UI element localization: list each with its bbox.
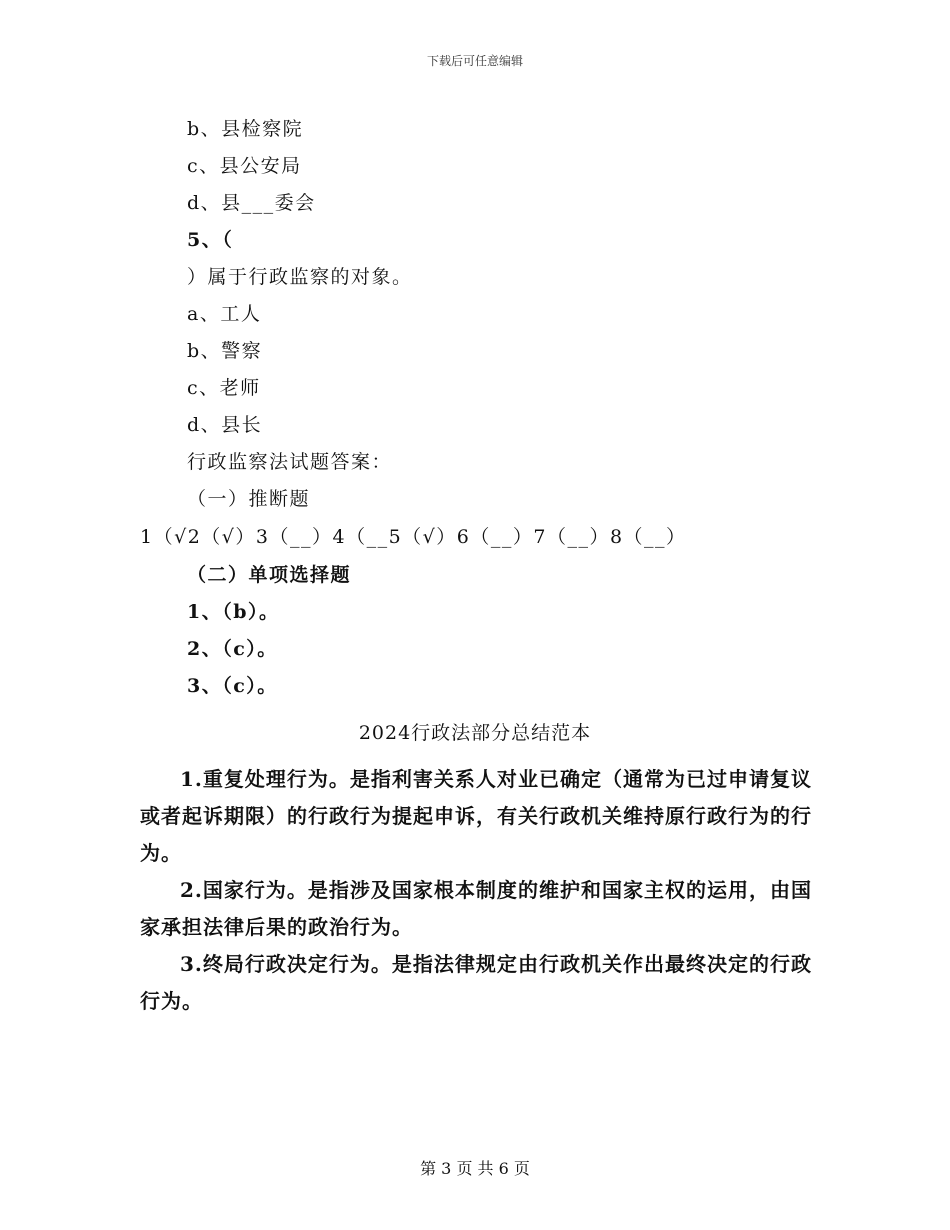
page-footer: 第 3 页 共 6 页 [420,1159,530,1178]
summary-paragraph-1: 1.重复处理行为。是指利害关系人对业已确定（通常为已过申请复议或者起诉期限）的行政行为提起申诉，有关行政机关维持原行政行为的行为。 [140,767,812,865]
q5-number: 5、（ [187,229,234,251]
q4-option-b: b、县检察院 [187,118,304,140]
answers-title: 行政监察法试题答案： [187,451,393,473]
summary-paragraph-2: 2.国家行为。是指涉及国家根本制度的维护和国家主权的运用，由国家承担法律后果的政治行为。 [140,878,812,939]
summary-title: 2024行政法部分总结范本 [358,722,592,744]
q5-option-d: d、县长 [187,414,263,436]
q5-stem: ）属于行政监察的对象。 [187,266,413,288]
choice-answer-1: 1、（b）。 [187,601,280,623]
q4-option-c: c、县公安局 [187,155,302,177]
q4-option-d: d、县___委会 [187,192,316,214]
choice-answer-2: 2、（c）。 [187,638,278,660]
choice-answer-3: 3、（c）。 [187,675,278,697]
judge-heading: （一）推断题 [187,488,311,510]
choice-heading: （二）单项选择题 [187,564,352,586]
summary-paragraph-3: 3.终局行政决定行为。是指法律规定由行政机关作出最终决定的行政行为。 [140,952,812,1013]
q5-option-b: b、警察 [187,340,263,362]
judge-answer-row: 1（√2（√）3（__）4（__5（√）6（__）7（__）8（__） [140,526,687,548]
header-note: 下载后可任意编辑 [426,54,523,68]
q5-option-c: c、老师 [187,377,261,399]
q5-option-a: a、工人 [187,303,262,325]
